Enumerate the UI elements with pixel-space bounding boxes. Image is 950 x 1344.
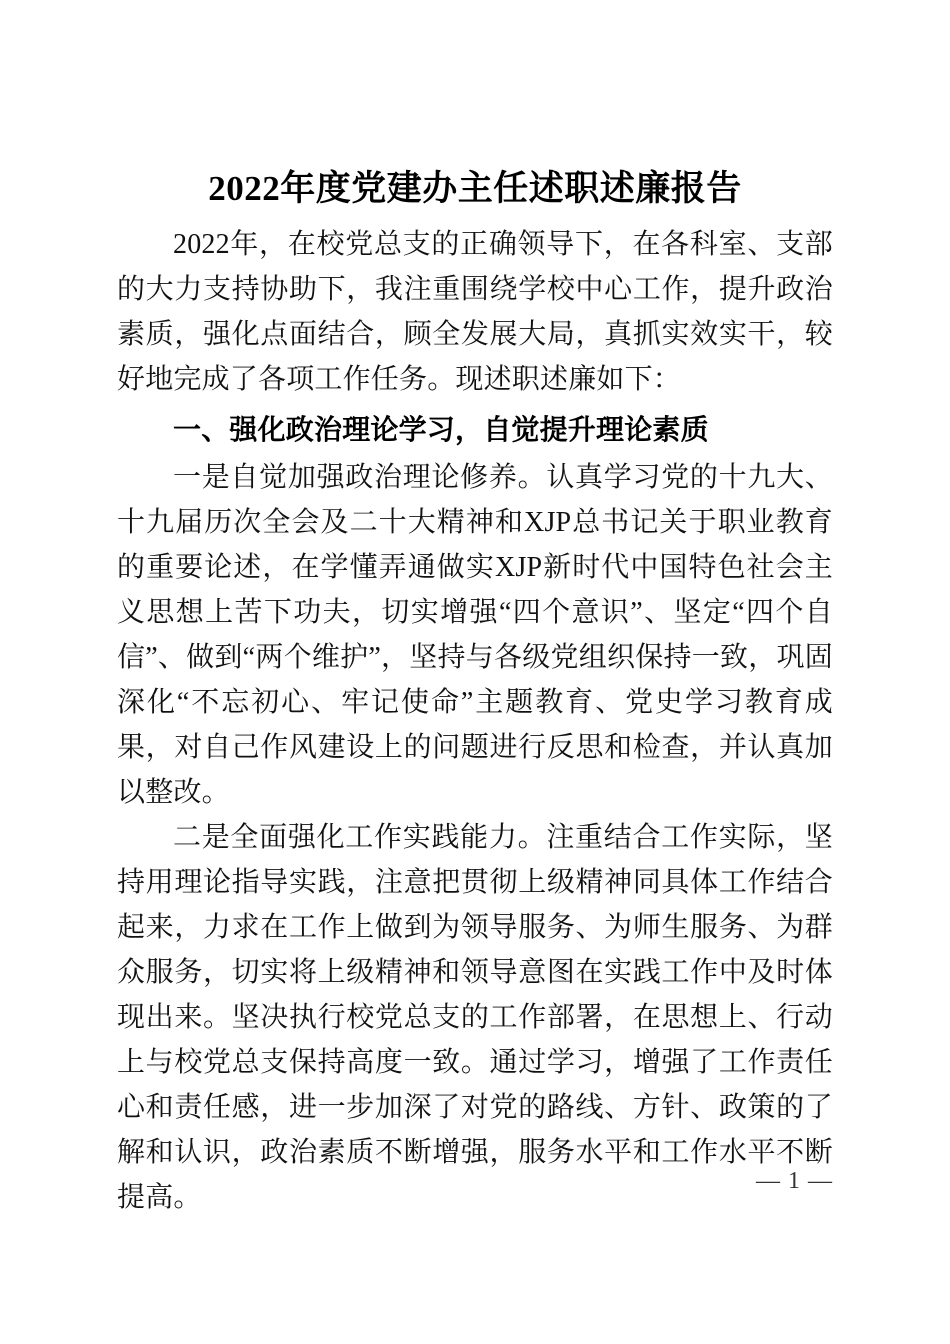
intro-paragraph: 2022年，在校党总支的正确领导下，在各科室、支部的大力支持协助下，我注重围绕学校中心工作，提升政治素质，强化点面结合，顾全发展大局，真抓实效实干，较好地完成了各项工作任务。现述职述廉如下：	[117, 229, 833, 395]
document-content	[117, 0, 833, 1220]
page-number-footer: — 1 —	[756, 1168, 833, 1194]
point-two-paragraph: 二是全面强化工作实践能力。注重结合工作实际，坚持用理论指导实践，注意把贯彻上级精神同具体工作结合起来，力求在工作上做到为领导服务、为师生服务、为群众服务，切实将上级精神和领导意图在实践工作中及时体现出来。坚决执行校党总支的工作部署，在思想上、行动上与校党总支保持高度一致。通过学习，增强了工作责任心和责任感，进一步加深了对党的路线、方针、政策的了解和认识，政治素质不断增强，服务水平和工作水平不断提高。	[117, 822, 833, 1213]
point-one-paragraph: 一是自觉加强政治理论修养。认真学习党的十九大、十九届历次全会及二十大精神和XJP总书记关于职业教育的重要论述，在学懂弄通做实XJP新时代中国特色社会主义思想上苦下功夫，切实增强“四个意识”、坚定“四个自信”、做到“两个维护”，坚持与各级党组织保持一致，巩固深化“不忘初心、牢记使命”主题教育、党史学习教育成果，对自己作风建设上的问题进行反思和检查，并认真加以整改。	[117, 462, 833, 808]
section-heading-1: 一、强化政治理论学习，自觉提升理论素质	[173, 414, 709, 445]
page-title: 2022年度党建办主任述职述廉报告	[208, 169, 742, 208]
